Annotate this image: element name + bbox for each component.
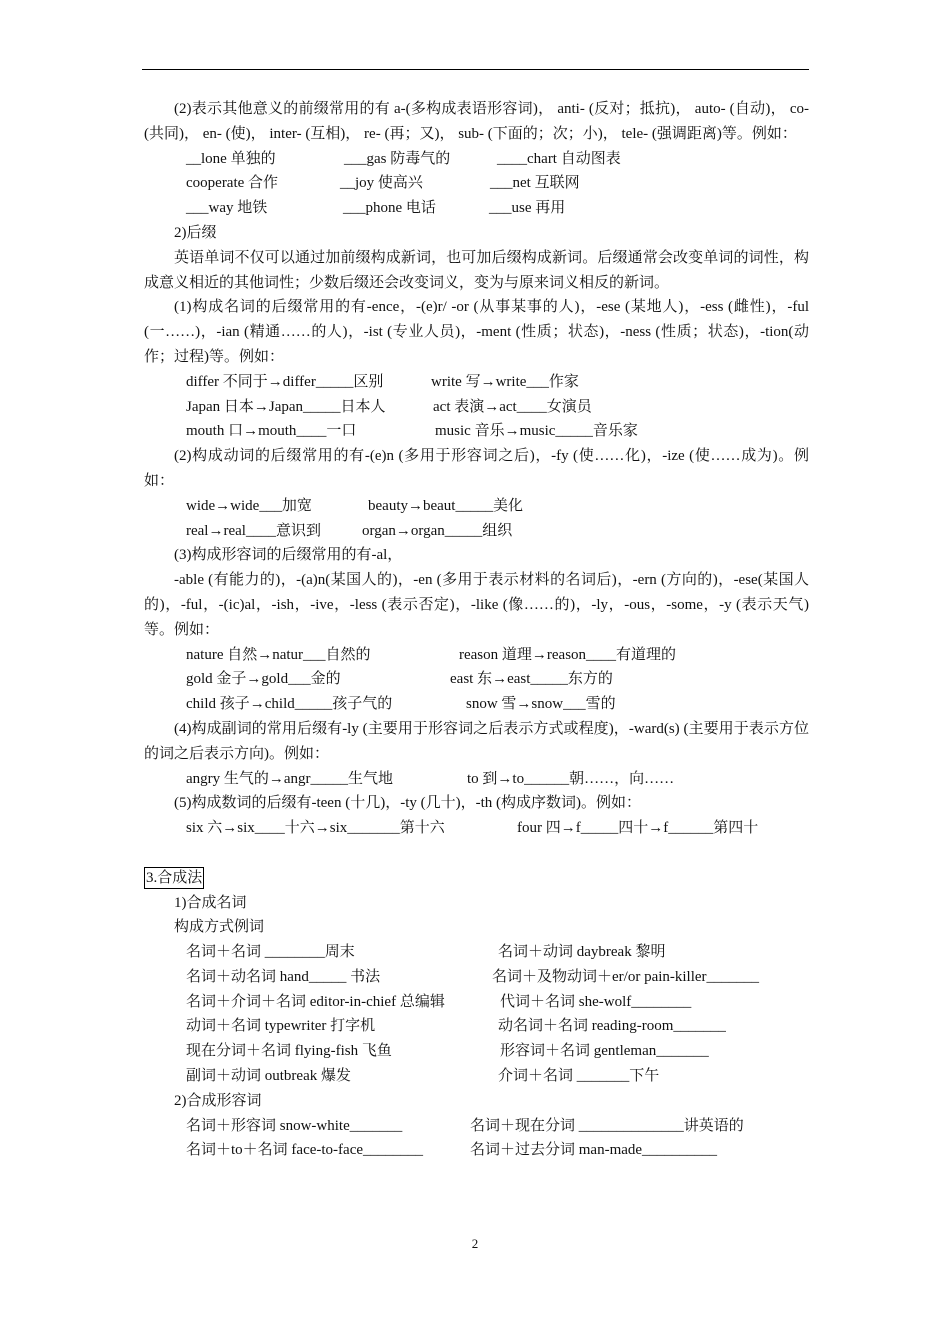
example-item: gold 金子→gold___金的 <box>186 671 341 688</box>
prefix-other-paragraph: (2)表示其他意义的前缀常用的有 a-(多构成表语形容词)， anti- (反对；抵抗)， auto- (自动)， co- (共同)， en- (使)， inter- (互相)， re- (再；又)， sub- (下面的；次；小)， tele- (强调距离)等。例如： <box>144 101 809 142</box>
compound-noun-heading: 1)合成名词 <box>174 894 247 911</box>
example-item: to 到→to______朝……，向…… <box>467 770 675 787</box>
example-item: reason 道理→reason____有道理的 <box>459 646 677 663</box>
example-row <box>144 147 809 172</box>
compound-item: 形容词＋名词 gentleman_______ <box>500 1043 709 1060</box>
example-item: child 孩子→child_____孩子气的 <box>186 696 393 713</box>
adv-suffix-paragraph: (4)构成副词的常用后缀有-ly (主要用于形容词之后表示方式或程度)，-ward(s) (主要用于表示方位的词之后表示方向)。例如： <box>144 720 809 762</box>
example-row <box>144 419 809 444</box>
noun-suffix-paragraph: (1)构成名词的后缀常用的有-ence，-(e)r/ -or (从事某事的人)，-ese (某地人)，-ess (雌性)，-ful (一……)，-ian (精通……的人)，-ist (专业人员)，-ment (性质；状态)，-ness (性质；状态)，-tion(动作；过程)等。例如： <box>144 299 809 365</box>
example-item: nature 自然→natur___自然的 <box>186 646 371 663</box>
example-row <box>144 196 809 221</box>
compound-item: 名词＋及物动词＋er/or pain-killer_______ <box>492 968 760 985</box>
example-item: Japan 日本→Japan_____日本人 <box>186 398 386 415</box>
example-item: __lone 单独的 <box>186 150 276 167</box>
compound-item: 代词＋名词 she-wolf________ <box>500 993 692 1010</box>
example-item: wide→wide___加宽 <box>186 497 312 514</box>
compound-row <box>144 1064 809 1089</box>
spacer <box>144 841 809 866</box>
compound-item: 名词＋to＋名词 face-to-face________ <box>186 1142 424 1159</box>
compound-adj-heading: 2)合成形容词 <box>174 1092 262 1109</box>
adj-suffix-line: (3)构成形容词的后缀常用的有-al， <box>174 547 403 564</box>
example-item: differ 不同于→differ_____区别 <box>186 373 384 390</box>
compound-row <box>144 990 809 1015</box>
header-rule <box>142 69 809 70</box>
verb-suffix-paragraph: (2)构成动词的后缀常用的有-(e)n (多用于形容词之后)，-fy (使……化)，-ize (使……成为)。例如： <box>144 448 809 489</box>
compound-row <box>144 1114 809 1139</box>
compound-item: 名词＋介词＋名词 editor-in-chief 总编辑 <box>186 993 445 1010</box>
example-item: east 东→east_____东方的 <box>450 671 613 688</box>
compound-item: 动词＋名词 typewriter 打字机 <box>186 1018 376 1035</box>
example-item: act 表演→act____女演员 <box>433 398 592 415</box>
compound-item: 副词＋动词 outbreak 爆发 <box>186 1068 351 1085</box>
example-row <box>144 643 809 668</box>
example-item: snow 雪→snow___雪的 <box>466 696 616 713</box>
page-body <box>144 97 809 1163</box>
example-item: ___way 地铁 <box>186 200 268 217</box>
example-row <box>144 667 809 692</box>
example-item: angry 生气的→angr_____生气地 <box>186 770 394 787</box>
example-item: ___phone 电话 <box>343 200 436 217</box>
example-item: __joy 使高兴 <box>340 175 423 192</box>
example-item: ___gas 防毒气的 <box>344 150 451 167</box>
example-item: ___use 再用 <box>489 200 566 217</box>
example-row <box>144 816 809 841</box>
page-number: 2 <box>471 1236 479 1251</box>
num-suffix-paragraph: (5)构成数词的后缀有-teen (十几)，-ty (几十)，-th (构成序数词)。例如： <box>174 795 642 812</box>
compound-item: 名词＋动名词 hand_____ 书法 <box>186 968 381 985</box>
compound-item: 名词＋动词 daybreak 黎明 <box>498 944 666 961</box>
compound-item: 介词＋名词 _______下午 <box>498 1068 660 1085</box>
example-item: four 四→f_____四十→f______第四十 <box>517 820 759 837</box>
example-row <box>144 519 809 544</box>
compound-row <box>144 940 809 965</box>
formation-label: 构成方式例词 <box>174 919 265 936</box>
example-item: mouth 口→mouth____一口 <box>186 423 357 440</box>
compound-row <box>144 1014 809 1039</box>
example-item: organ→organ_____组织 <box>362 522 513 539</box>
compound-item: 名词＋现在分词 ______________讲英语的 <box>470 1117 744 1134</box>
suffix-intro-paragraph: 英语单词不仅可以通过加前缀构成新词，也可加后缀构成新词。后缀通常会改变单词的词性，构成意义相近的其他词性；少数后缀还会改变词义，变为与原来词义相反的新词。 <box>144 249 809 291</box>
section-heading-wrap <box>144 866 809 891</box>
example-item: real→real____意识到 <box>186 522 321 539</box>
section-title: 3.合成法 <box>144 867 204 889</box>
compound-row <box>144 1138 809 1163</box>
compound-item: 现在分词＋名词 flying-fish 飞鱼 <box>186 1043 392 1060</box>
example-row <box>144 395 809 420</box>
compound-item: 名词＋名词 ________周末 <box>186 944 355 961</box>
example-item: write 写→write___作家 <box>431 373 579 390</box>
compound-item: 名词＋过去分词 man-made__________ <box>470 1142 718 1159</box>
example-row <box>144 370 809 395</box>
example-item: ____chart 自动图表 <box>497 150 621 167</box>
example-item: cooperate 合作 <box>186 175 279 192</box>
example-item: music 音乐→music_____音乐家 <box>435 423 638 440</box>
example-row <box>144 171 809 196</box>
example-item: six 六→six____十六→six_______第十六 <box>186 820 445 837</box>
example-row <box>144 692 809 717</box>
adj-suffix-paragraph: -able (有能力的)，-(a)n(某国人的)，-en (多用于表示材料的名词后)，-ern (方向的)，-ese(某国人的)，-ful，-(ic)al，-ish，-ive，-less (表示否定)，-like (像……的)，-ly，-ous，-some，-y (表示天气)等。例如： <box>144 572 809 638</box>
example-row <box>144 494 809 519</box>
compound-row <box>144 965 809 990</box>
compound-item: 动名词＋名词 reading-room_______ <box>498 1018 726 1035</box>
suffix-heading: 2)后缀 <box>174 224 217 241</box>
example-item: ___net 互联网 <box>490 175 580 192</box>
example-row <box>144 767 809 792</box>
compound-row <box>144 1039 809 1064</box>
compound-item: 名词＋形容词 snow-white_______ <box>186 1117 403 1134</box>
example-item: beauty→beaut_____美化 <box>368 497 523 514</box>
